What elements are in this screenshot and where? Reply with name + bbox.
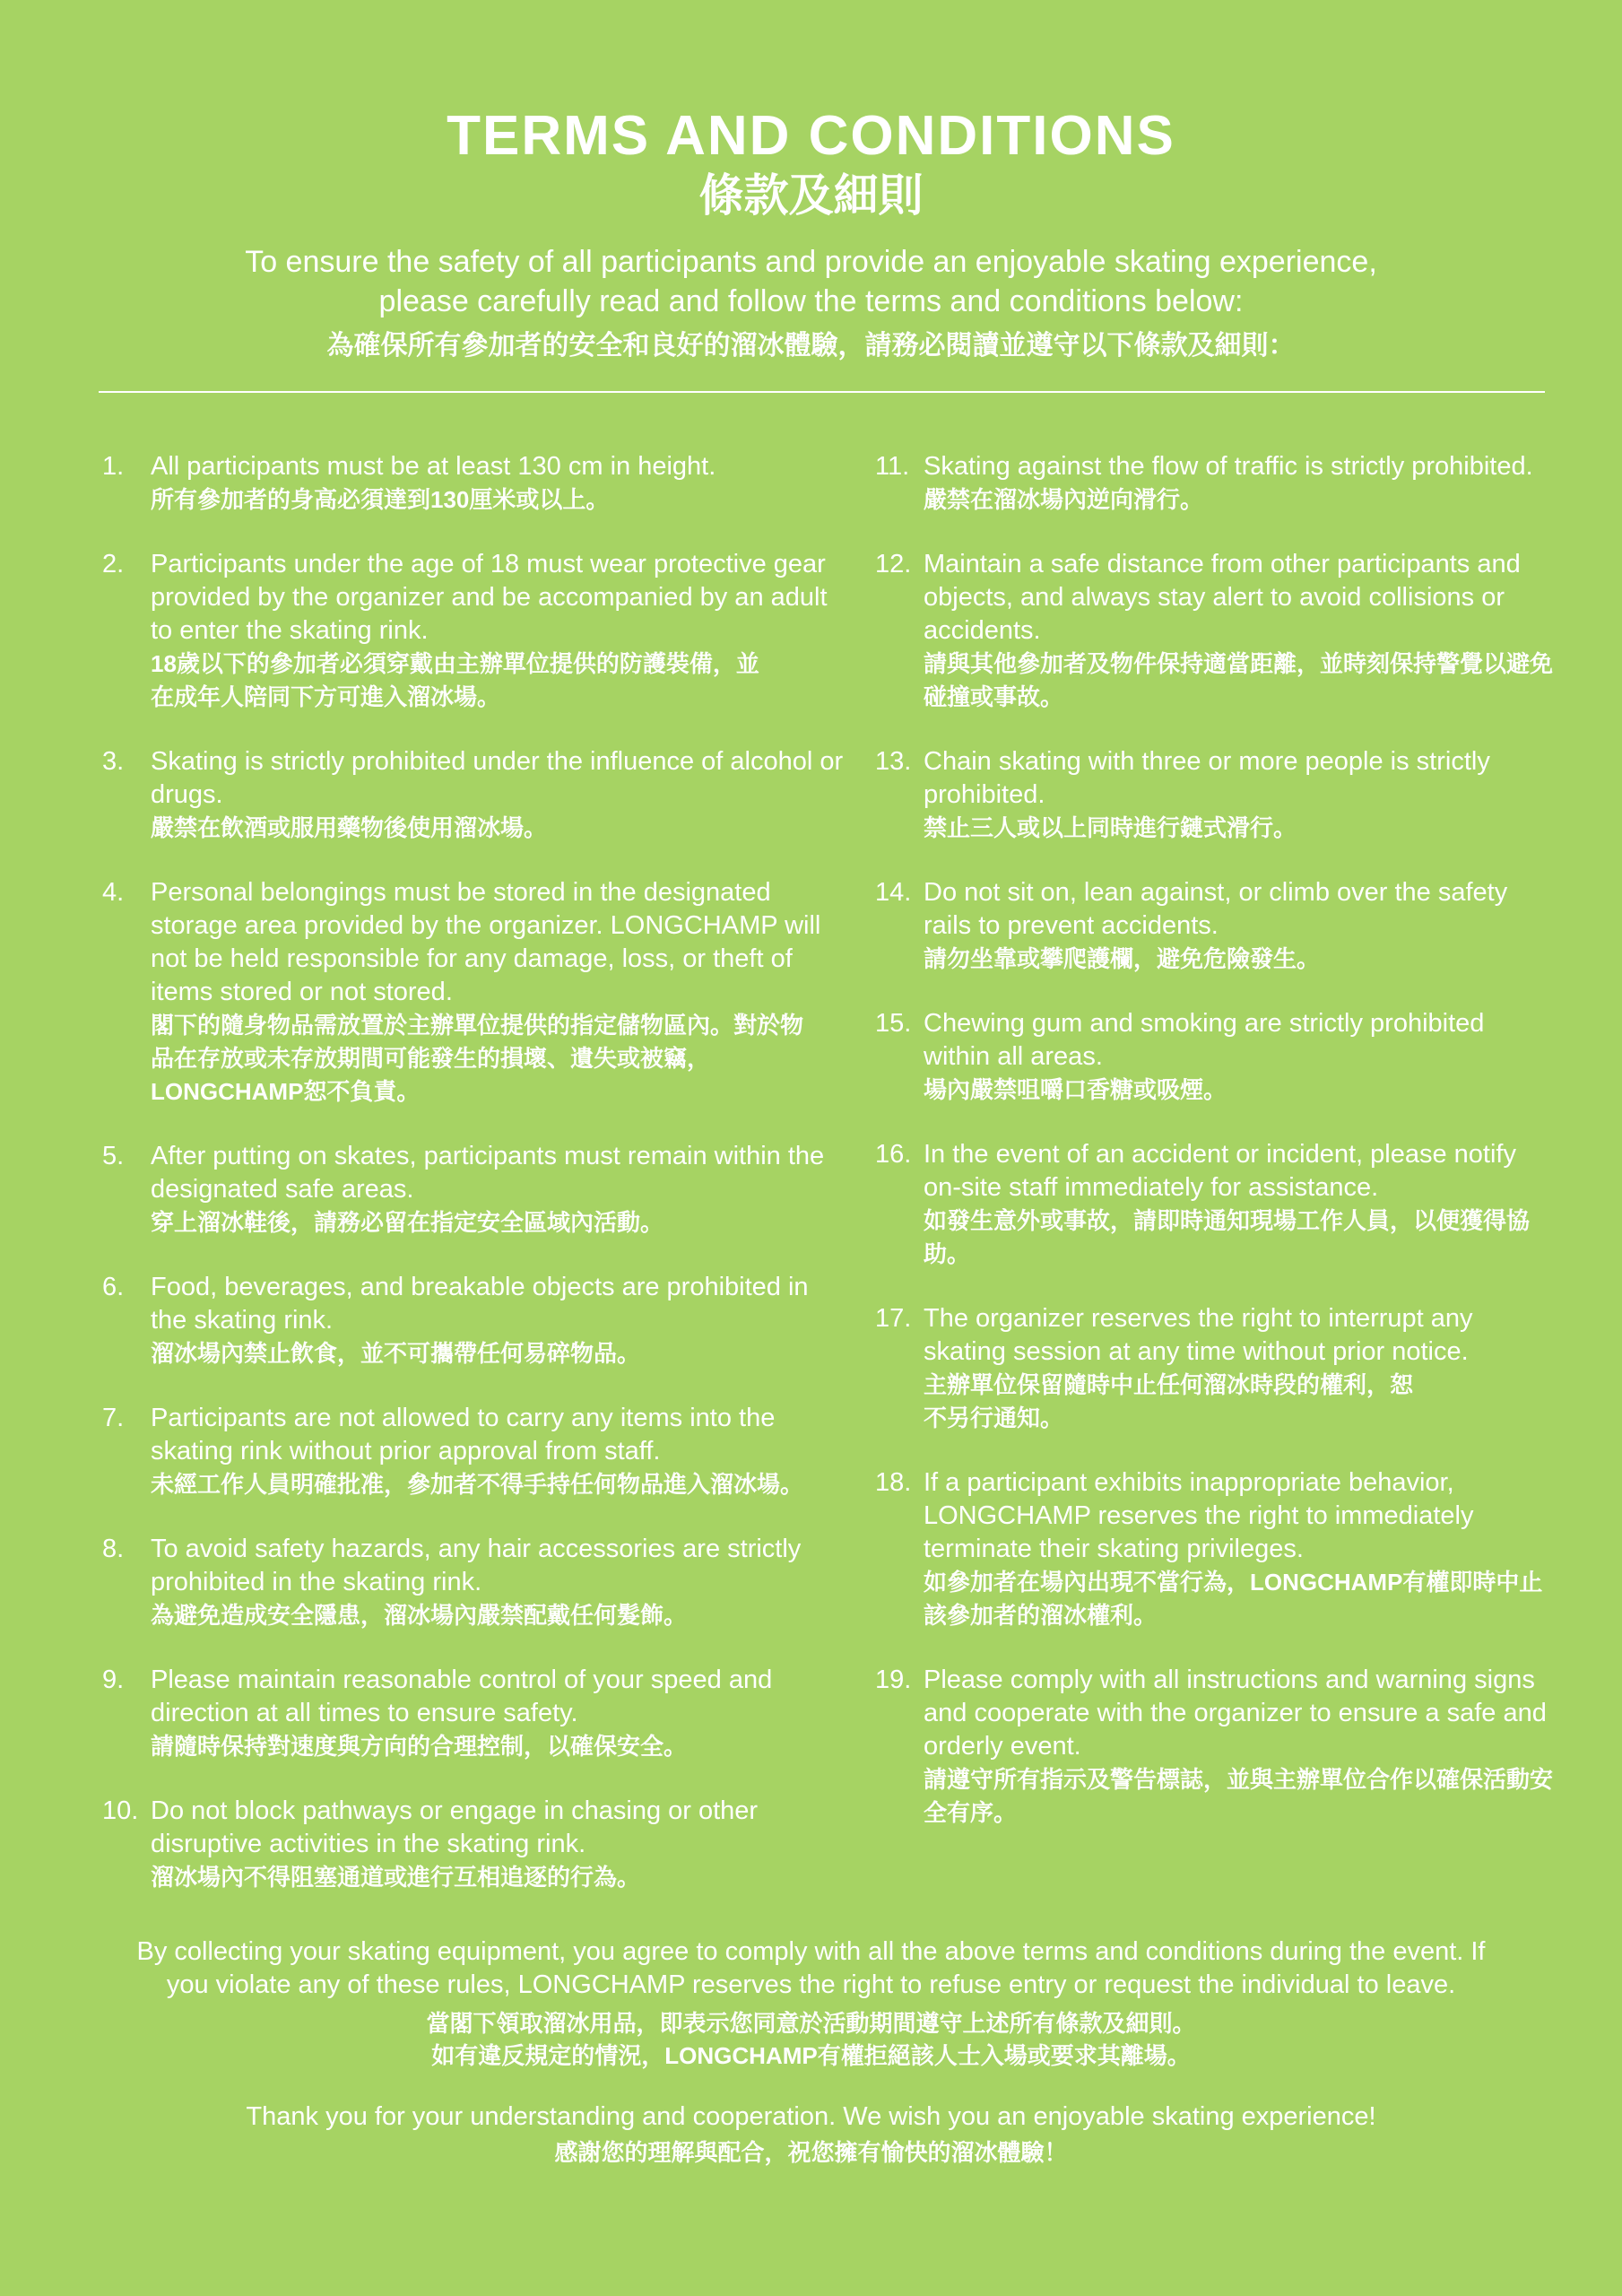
term-number: 13.	[875, 747, 912, 776]
term-text-en: Please comply with all instructions and warning signs and cooperate with the organizer to ensure a safe and orderly event.	[924, 1665, 1547, 1761]
term-item-6	[102, 1271, 846, 1370]
term-number: 7.	[102, 1404, 125, 1432]
term-item-7	[102, 1402, 846, 1501]
intro-line-2: please carefully read and follow the terms and conditions below:	[378, 284, 1244, 318]
term-item-3	[102, 745, 846, 845]
closing-text-zh	[0, 2007, 1622, 2072]
term-number: 3.	[102, 747, 125, 776]
intro-line-1: To ensure the safety of all participants and provide an enjoyable skating experience,	[245, 245, 1377, 279]
term-text-zh: 請與其他參加者及物件保持適當距離，並時刻保持警覺以避免碰撞或事故。	[924, 650, 1554, 710]
term-text-zh: 18歲以下的參加者必須穿戴由主辦單位提供的防護裝備，並在成年人陪同下方可進入溜冰場。	[151, 650, 759, 710]
term-number: 8.	[102, 1535, 125, 1563]
thanks-text: Thank you for your understanding and cooperation. We wish you an enjoyable skating experience!	[246, 2102, 1376, 2131]
term-text-zh: 場內嚴禁咀嚼口香糖或吸煙。	[924, 1076, 1227, 1103]
term-text-zh: 請隨時保持對速度與方向的合理控制，以確保安全。	[151, 1733, 688, 1760]
term-number: 12.	[875, 550, 912, 578]
term-number: 16.	[875, 1140, 912, 1169]
divider	[99, 391, 1545, 393]
page-title: TERMS AND CONDITIONS	[447, 105, 1175, 167]
term-item-18	[875, 1466, 1557, 1632]
term-text-en: In the event of an accident or incident, please notify on-site staff immediately for assistance.	[924, 1140, 1516, 1202]
term-text-zh: 穿上溜冰鞋後，請務必留在指定安全區域內活動。	[151, 1209, 664, 1236]
term-text-zh: 所有參加者的身高必須達到130厘米或以上。	[151, 486, 610, 513]
intro-text	[179, 242, 1443, 321]
term-text-en: Chewing gum and smoking are strictly prohibited within all areas.	[924, 1009, 1485, 1071]
term-text-en: Participants under the age of 18 must wear protective gear provided by the organizer and be accompanied by an adult to enter the skating rink.	[151, 550, 828, 645]
term-number: 6.	[102, 1273, 125, 1301]
term-item-16	[875, 1138, 1557, 1271]
term-text-en: All participants must be at least 130 cm in height.	[151, 452, 716, 481]
term-item-8	[102, 1533, 846, 1632]
term-text-en: If a participant exhibits inappropriate behavior, LONGCHAMP reserves the right to immediately terminate their skating privileges.	[924, 1468, 1474, 1563]
term-number: 18.	[875, 1468, 912, 1497]
term-text-en: After putting on skates, participants must remain within the designated safe areas.	[151, 1142, 825, 1204]
term-text-zh: 閣下的隨身物品需放置於主辦單位提供的指定儲物區內。對於物品在存放或未存放期間可能發生的損壞、遺失或被竊，LONGCHAMP恕不負責。	[151, 1012, 804, 1105]
term-item-17	[875, 1302, 1557, 1435]
term-number: 15.	[875, 1009, 912, 1038]
term-text-zh: 請勿坐靠或攀爬護欄，避免危險發生。	[924, 945, 1321, 972]
closing-text: By collecting your skating equipment, you agree to comply with all the above terms and conditions during the event. If you violate any of these rules, LONGCHAMP reserves the right to refuse entry or request the individual to leave.	[136, 1937, 1486, 1999]
term-text-en: Do not sit on, lean against, or climb over the safety rails to prevent accidents.	[924, 878, 1508, 940]
term-item-11	[875, 450, 1557, 517]
term-text-en: Personal belongings must be stored in the designated storage area provided by the organizer. LONGCHAMP will not be held responsible for any damage, loss, or theft of items stored or not stored.	[151, 878, 821, 1006]
term-number: 1.	[102, 452, 125, 481]
term-text-zh: 如參加者在場內出現不當行為，LONGCHAMP有權即時中止該參加者的溜冰權利。	[924, 1569, 1543, 1629]
term-text-zh: 嚴禁在飲酒或服用藥物後使用溜冰場。	[151, 814, 548, 841]
term-text-en: Food, beverages, and breakable objects are prohibited in the skating rink.	[151, 1273, 809, 1335]
term-text-zh: 如發生意外或事故，請即時通知現場工作人員，以便獲得協助。	[924, 1207, 1531, 1267]
terms-column-left	[102, 450, 846, 1894]
intro-text-zh: 為確保所有參加者的安全和良好的溜冰體驗，請務必閱讀並遵守以下條款及細則：	[326, 331, 1296, 361]
term-item-13	[875, 745, 1557, 845]
term-number: 9.	[102, 1665, 125, 1694]
term-text-zh: 嚴禁在溜冰場內逆向滑行。	[924, 486, 1204, 513]
term-text-en: Participants are not allowed to carry any items into the skating rink without prior approval from staff.	[151, 1404, 776, 1465]
term-text-en: Maintain a safe distance from other participants and objects, and always stay alert to avoid collisions or accidents.	[924, 550, 1521, 645]
term-text-en: Please maintain reasonable control of your speed and direction at all times to ensure safety.	[151, 1665, 773, 1727]
term-text-en: Do not block pathways or engage in chasing or other disruptive activities in the skating rink.	[151, 1796, 759, 1858]
term-text-zh: 未經工作人員明確批准，參加者不得手持任何物品進入溜冰場。	[151, 1471, 804, 1498]
closing-zh-line-1: 當閣下領取溜冰用品，即表示您同意於活動期間遵守上述所有條款及細則。	[426, 2010, 1196, 2037]
term-item-19	[875, 1664, 1557, 1830]
term-number: 17.	[875, 1304, 912, 1333]
term-text-zh: 為避免造成安全隱患，溜冰場內嚴禁配戴任何髮飾。	[151, 1602, 688, 1629]
term-text-zh: 請遵守所有指示及警告標誌，並與主辦單位合作以確保活動安全有序。	[924, 1766, 1554, 1826]
term-number: 19.	[875, 1665, 912, 1694]
term-item-4	[102, 876, 846, 1109]
term-item-5	[102, 1140, 846, 1239]
term-number: 14.	[875, 878, 912, 907]
term-text-en: Skating is strictly prohibited under the influence of alcohol or drugs.	[151, 747, 844, 809]
term-text-zh: 溜冰場內不得阻塞通道或進行互相追逐的行為。	[151, 1864, 641, 1891]
closing-zh-line-2: 如有違反規定的情況，LONGCHAMP有權拒絕該人士入場或要求其離場。	[431, 2042, 1191, 2069]
term-text-zh: 禁止三人或以上同時進行鏈式滑行。	[924, 814, 1297, 841]
term-text-en: Skating against the flow of traffic is strictly prohibited.	[924, 452, 1533, 481]
page-title-zh: 條款及細則	[698, 170, 924, 221]
term-item-10	[102, 1795, 846, 1894]
term-number: 2.	[102, 550, 125, 578]
term-item-12	[875, 548, 1557, 714]
term-number: 4.	[102, 878, 125, 907]
term-text-en: Chain skating with three or more people is strictly prohibited.	[924, 747, 1490, 809]
term-text-en: To avoid safety hazards, any hair accessories are strictly prohibited in the skating rink.	[151, 1535, 802, 1596]
thanks-text-zh: 感謝您的理解與配合，祝您擁有愉快的溜冰體驗！	[554, 2139, 1068, 2166]
term-text-en: The organizer reserves the right to interrupt any skating session at any time without prior notice.	[924, 1304, 1473, 1366]
term-item-1	[102, 450, 846, 517]
term-item-14	[875, 876, 1557, 976]
term-item-9	[102, 1664, 846, 1763]
term-number: 5.	[102, 1142, 125, 1170]
terms-column-right	[875, 450, 1557, 1830]
term-text-zh: 主辦單位保留隨時中止任何溜冰時段的權利，恕不另行通知。	[924, 1371, 1414, 1431]
term-number: 10.	[102, 1796, 139, 1825]
term-number: 11.	[875, 452, 910, 481]
term-item-15	[875, 1007, 1557, 1107]
term-item-2	[102, 548, 846, 714]
term-text-zh: 溜冰場內禁止飲食，並不可攜帶任何易碎物品。	[151, 1340, 641, 1367]
